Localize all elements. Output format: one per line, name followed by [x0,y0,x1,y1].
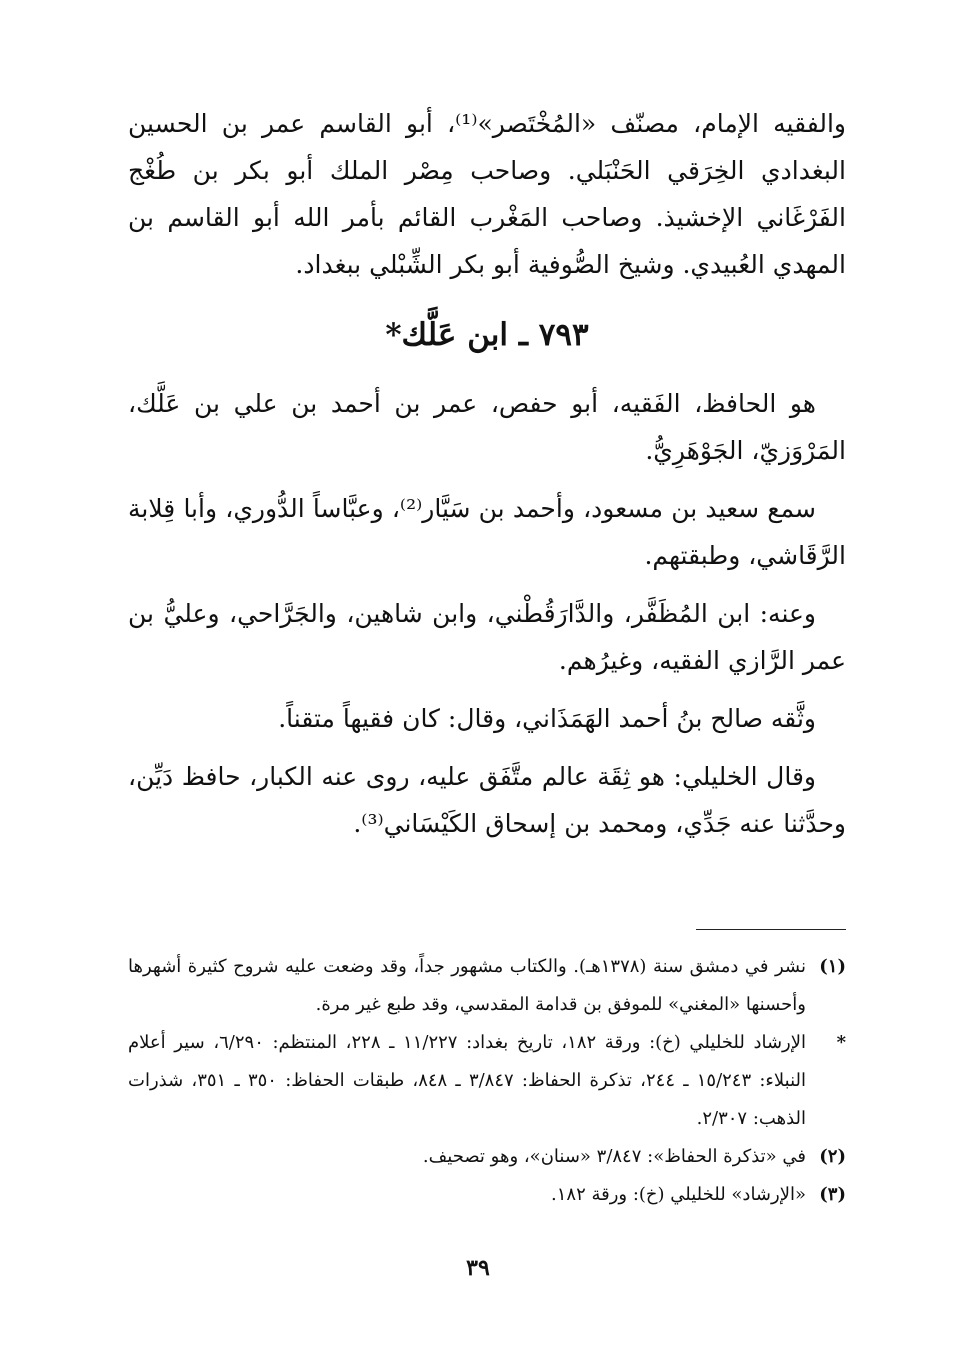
entry-paragraph: وقال الخليلي: هو ثِقَة عالم متَّفَق عليه، روى عنه الكبار، حافظ دَيِّن، وحدَّثنا عنه جَدِّي، ومحمد بن إسحاق الكَيْسَاني⁽³⁾. [128,762,846,838]
footnote-text: «الإرشاد» للخليلي (خ): ورقة ١٨٢. [551,1184,806,1205]
footnote [128,948,846,1024]
entry-paragraph: هو الحافظ، الفَقيه، أبو حفص، عمر بن أحمد بن علي بن عَلَّك، المَرْوَزيّ، الجَوْهَرِيُّ. [128,389,846,465]
footnote-marker: * [836,1032,846,1053]
footnote-marker: (٣) [819,1184,846,1205]
page-number: ٣٩ [466,1255,490,1281]
footnote-marker: (١) [819,956,846,977]
footnote-text: نشر في دمشق سنة (١٣٧٨هـ). والكتاب مشهور جداً، وقد وضعت عليه شروح كثيرة أشهرها وأحسنها «المغني» للموفق بن قدامة المقدسي، وقد طبع غير مرة. [128,956,806,1015]
footnote-text: في «تذكرة الحفاظ»: ٣/٨٤٧ «سنان»، وهو تصحيف. [422,1146,806,1167]
entry-paragraph: وثَّقه صالح بنُ أحمد الهَمَذَاني، وقال: كان فقيهاً متقناً. [278,704,816,733]
footnotes [128,948,846,1214]
footnote-separator [696,929,846,930]
entry-body [128,380,846,847]
entry-paragraph: سمع سعيد بن مسعود، وأحمد بن سَيَّار⁽²⁾، وعبَّاساً الدُّوري، وأبا قِلابة الرَّقَاشي، وطبقتهم. [128,494,846,570]
footnote [128,1138,846,1176]
main-text [128,100,846,858]
footnote [128,1176,846,1214]
footnote-marker: (٢) [819,1146,846,1167]
intro-paragraph: والفقيه الإمام، مصنّف «المُخْتَصر»⁽¹⁾، أبو القاسم عمر بن الحسين البغدادي الخِرَقي الحَنْبَلي. وصاحب مِصْر الملك أبو بكر بن طُغْج الفَرْغَاني الإخشيذ. وصاحب المَغْرب القائم بأمر الله أبو القاسم بن المهدي العُبيدي. وشيخ الصُّوفية أبو بكر الشِّبْلي ببغداد. [128,109,847,279]
entry-heading: ٧٩٣ ـ ابن عَلَّك* [385,317,589,353]
entry-paragraph: وعنه: ابن المُظَفَّر، والدَّارَقُطْني، وابن شاهين، والجَرَّاحي، وعليُّ بن عمر الرَّازي الفقيه، وغيرُهم. [128,599,846,675]
footnote [128,1024,846,1138]
footnote-text: الإرشاد للخليلي (خ): ورقة ١٨٢، تاريخ بغداد: ١١/٢٢٧ ـ ٢٢٨، المنتظم: ٦/٢٩٠، سير أعلام النبلاء: ١٥/٢٤٣ ـ ٢٤٤، تذكرة الحفاظ: ٣/٨٤٧ ـ ٨٤٨، طبقات الحفاظ: ٣٥٠ ـ ٣٥١، شذرات الذهب: ٢/٣٠٧. [128,1032,806,1129]
